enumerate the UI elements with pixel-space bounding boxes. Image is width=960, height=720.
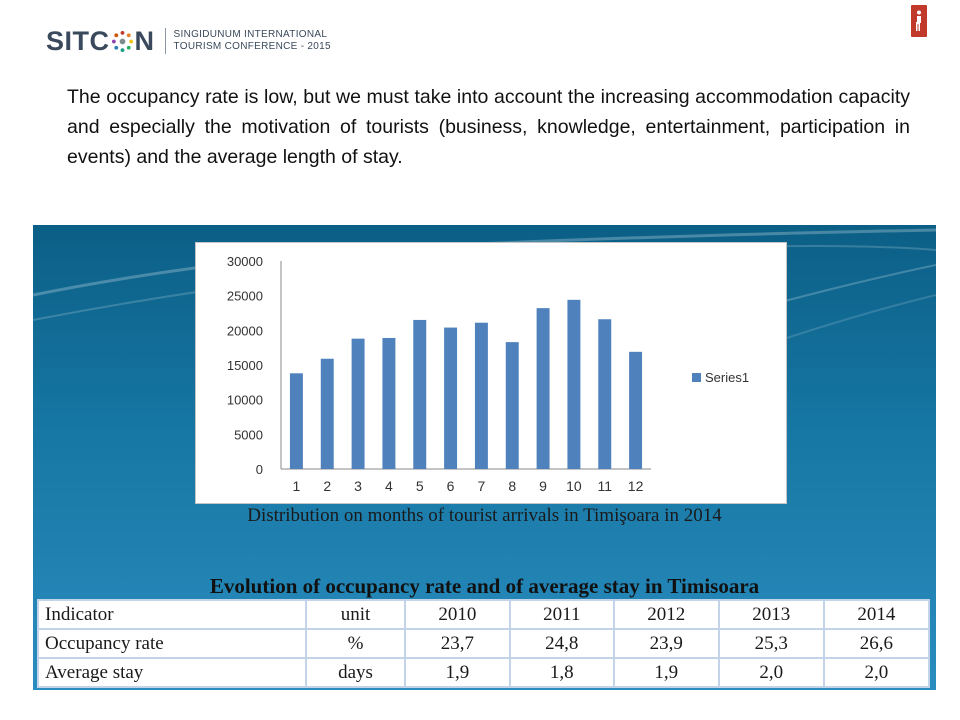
header-2013: 2013 <box>719 600 824 629</box>
cell-2012: 23,9 <box>614 629 719 658</box>
cell-2014: 26,6 <box>824 629 929 658</box>
bar <box>629 352 642 469</box>
bar-chart <box>195 242 787 504</box>
y-tick-label: 30000 <box>226 254 263 269</box>
bar <box>290 373 303 469</box>
figure-icon <box>915 10 923 32</box>
conference-line-2: TOURISM CONFERENCE - 2015 <box>173 41 331 52</box>
cell-unit: % <box>306 629 405 658</box>
x-tick-label: 3 <box>354 478 362 494</box>
cell-unit: days <box>306 658 405 687</box>
bar <box>444 328 457 469</box>
cell-2014: 2,0 <box>824 658 929 687</box>
bar <box>321 359 334 469</box>
table-header-row <box>38 600 929 629</box>
y-tick-label: 20000 <box>226 323 263 339</box>
content-panel <box>33 225 936 690</box>
legend-swatch <box>692 373 701 382</box>
header-2012: 2012 <box>614 600 719 629</box>
cell-2013: 2,0 <box>719 658 824 687</box>
x-tick-label: 10 <box>566 478 582 494</box>
bar <box>567 300 580 469</box>
header-2010: 2010 <box>405 600 510 629</box>
bar <box>475 323 488 469</box>
header-unit: unit <box>306 600 405 629</box>
cell-2013: 25,3 <box>719 629 824 658</box>
x-tick-label: 9 <box>539 478 547 494</box>
cell-indicator: Average stay <box>38 658 306 687</box>
x-tick-label: 1 <box>292 478 301 494</box>
bar <box>598 319 611 469</box>
chart-caption: Distribution on months of tourist arrivals in Timişoara in 2014 <box>247 505 722 526</box>
y-tick-label: 5000 <box>234 427 263 443</box>
bar-chart-svg <box>196 243 786 503</box>
x-tick-label: 4 <box>385 478 393 494</box>
table-title: Evolution of occupancy rate and of average stay in Timisoara <box>209 574 760 598</box>
header-2014: 2014 <box>824 600 929 629</box>
table-row-occupancy <box>38 629 929 658</box>
bar <box>413 320 426 469</box>
y-tick-label: 25000 <box>226 288 263 304</box>
globe-dots-icon <box>111 30 134 53</box>
conference-name <box>174 29 331 53</box>
cell-2012: 1,9 <box>614 658 719 687</box>
cell-2010: 1,9 <box>405 658 510 687</box>
conference-logo <box>46 26 331 56</box>
bar <box>382 338 395 469</box>
x-tick-label: 5 <box>415 478 424 494</box>
y-tick-label: 15000 <box>226 358 263 373</box>
cell-2011: 24,8 <box>510 629 614 658</box>
stats-table <box>37 599 930 688</box>
cell-indicator: Occupancy rate <box>38 629 306 658</box>
logo-divider <box>165 28 166 54</box>
bar <box>352 339 365 469</box>
x-tick-label: 2 <box>323 478 332 494</box>
x-tick-label: 8 <box>508 478 517 494</box>
header-indicator: Indicator <box>38 600 306 629</box>
logo-text-left: SITC <box>46 25 110 56</box>
table-row-average-stay <box>38 658 929 687</box>
y-tick-label: 10000 <box>226 392 263 408</box>
x-tick-label: 7 <box>477 478 486 494</box>
intro-paragraph: The occupancy rate is low, but we must take into account the increasing accommodation capacity and especially the motivation of tourists (business, knowledge, entertainment, participation in events) and the average length of stay. <box>67 86 910 168</box>
conference-line-1: SINGIDUNUM INTERNATIONAL <box>173 29 328 40</box>
x-tick-label: 6 <box>446 478 455 494</box>
x-tick-label: 12 <box>627 478 644 494</box>
cell-2011: 1,8 <box>510 658 614 687</box>
header-2011: 2011 <box>510 600 614 629</box>
bar <box>506 342 519 469</box>
x-tick-label: 11 <box>597 478 613 494</box>
logo-wordmark <box>46 26 155 57</box>
legend-label: Series1 <box>705 370 750 385</box>
cell-2010: 23,7 <box>405 629 510 658</box>
y-tick-label: 0 <box>255 462 263 477</box>
logo-text-right: N <box>134 25 155 56</box>
bar <box>537 308 550 469</box>
brand-mark-icon <box>911 5 927 37</box>
